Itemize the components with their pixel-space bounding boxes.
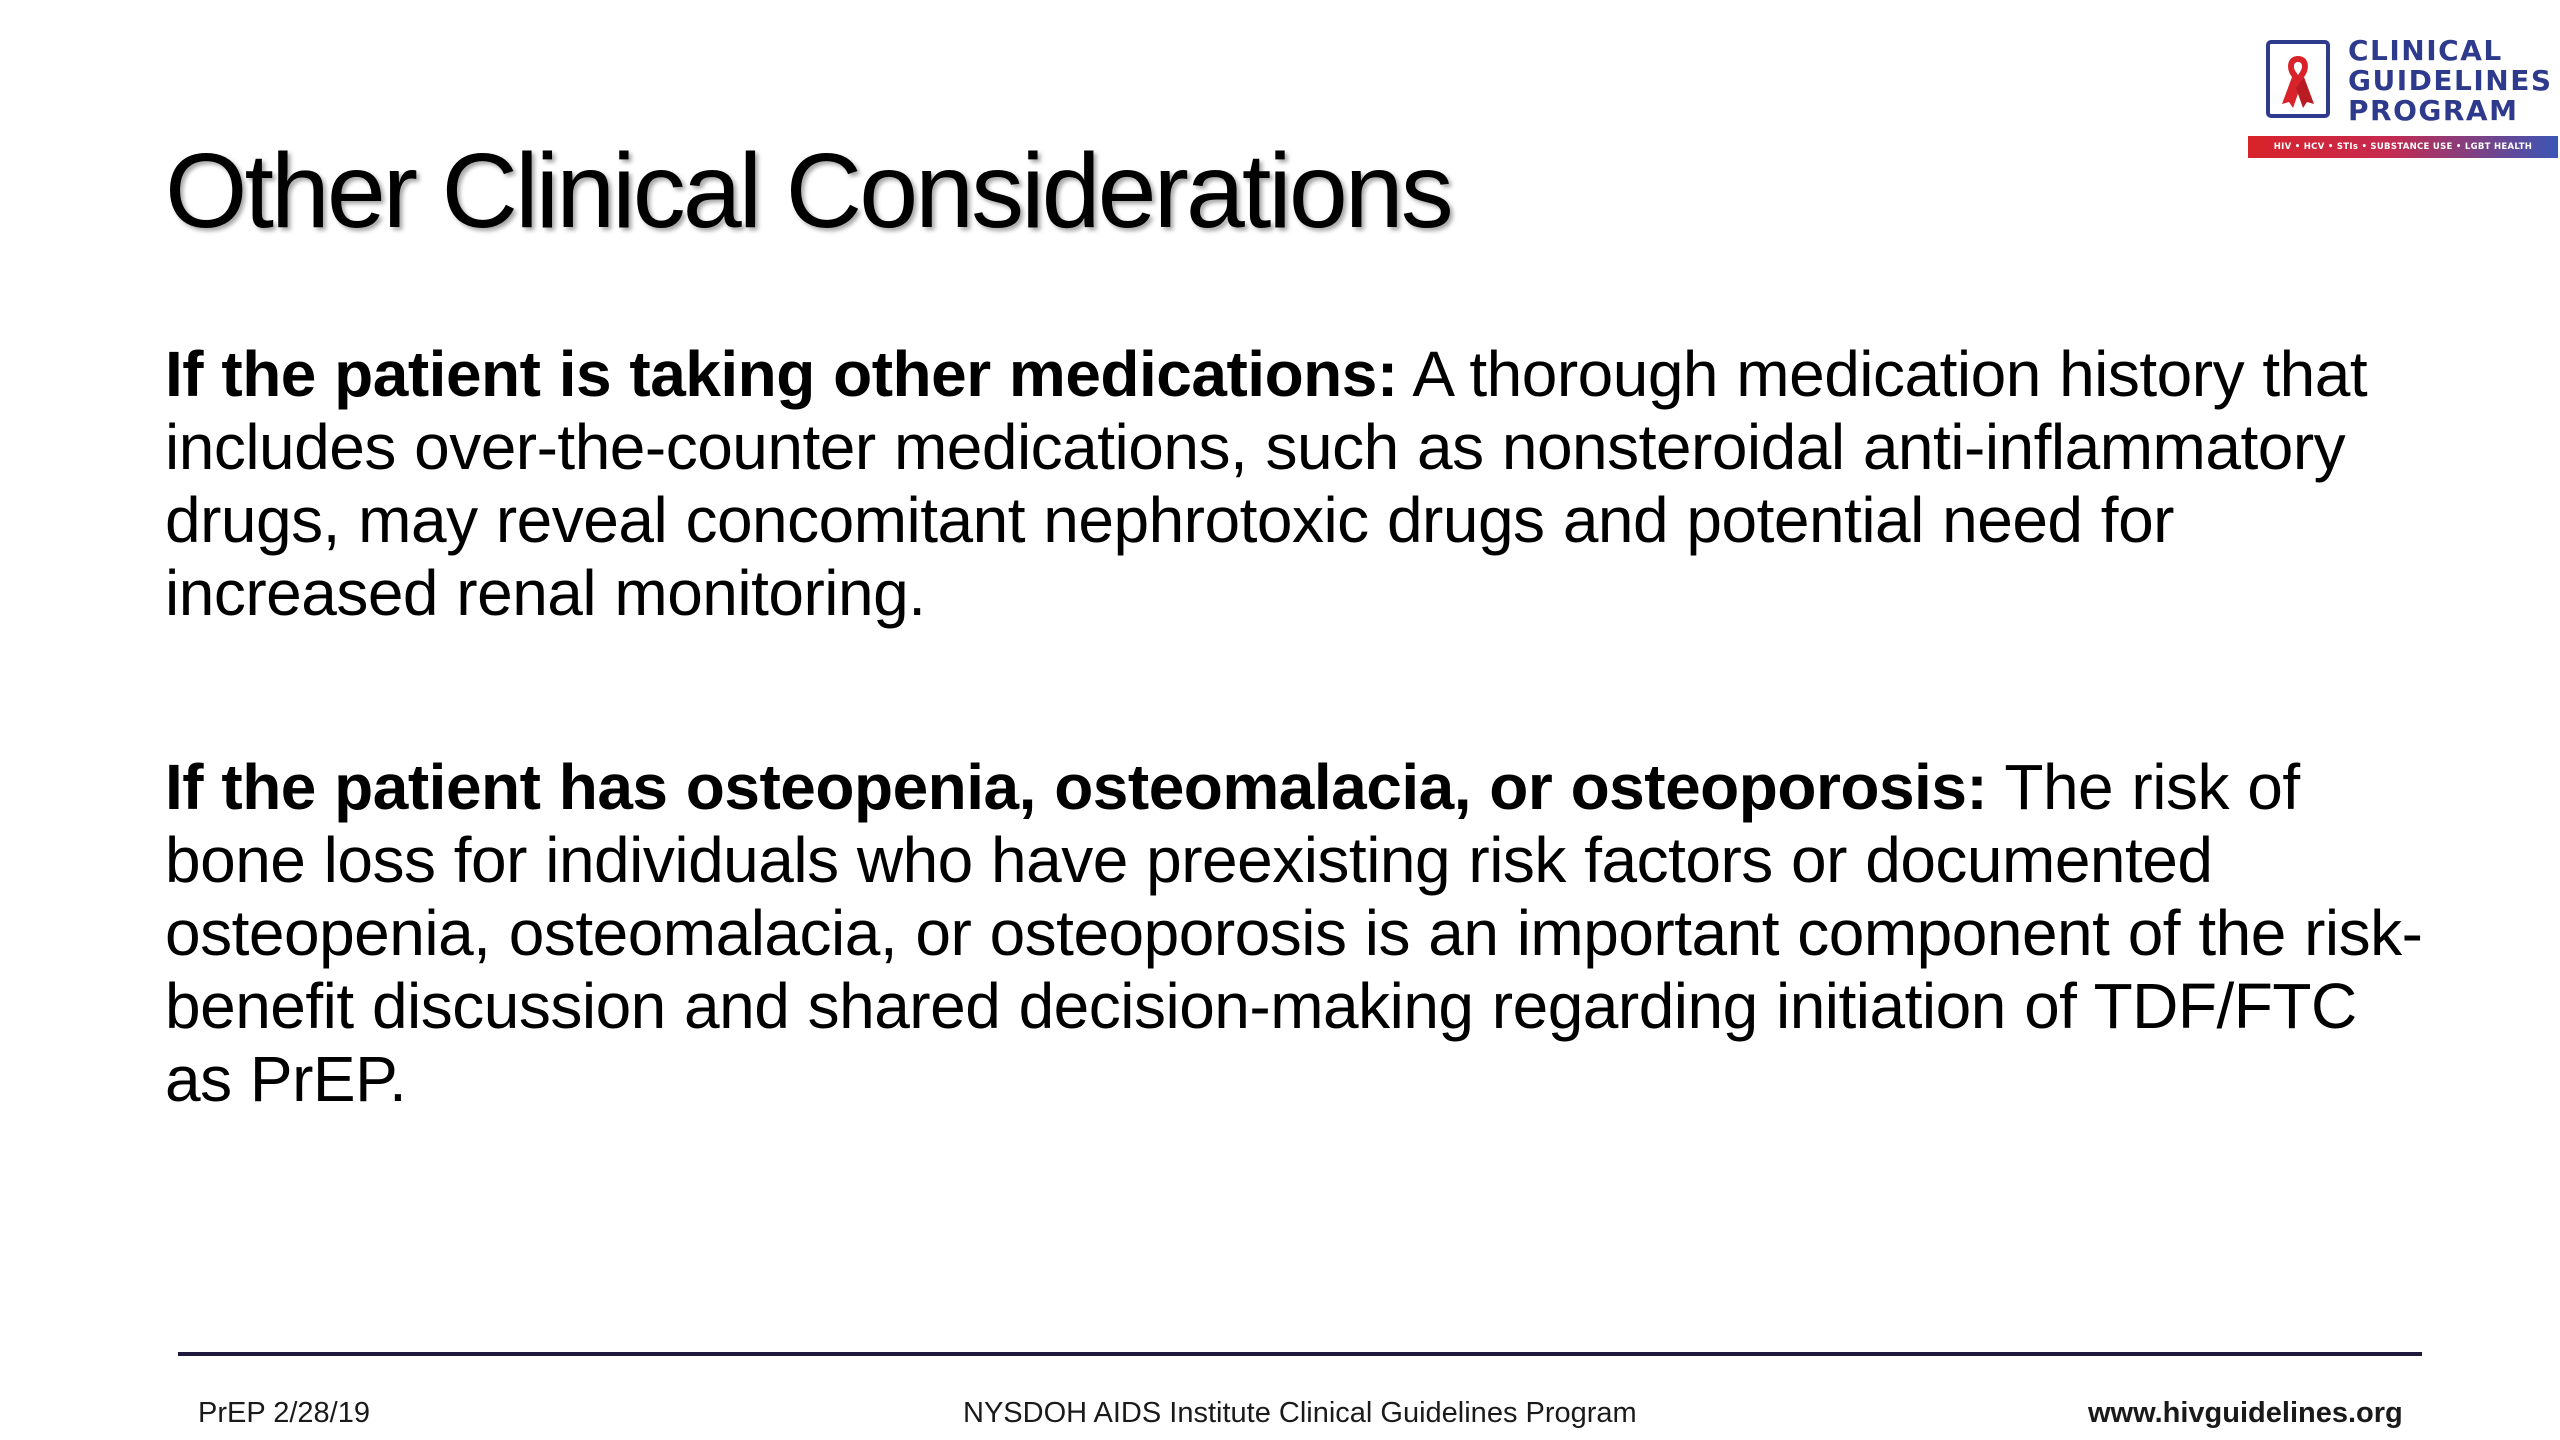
logo-line-1: CLINICAL — [2348, 34, 2503, 67]
footer-program-name: NYSDOH AIDS Institute Clinical Guidelines Program — [963, 1397, 1637, 1429]
logo-tagline: HIV • HCV • STIs • SUBSTANCE USE • LGBT HEALTH — [2248, 136, 2558, 158]
slide-body — [165, 338, 2425, 1116]
footer-date: PrEP 2/28/19 — [198, 1397, 370, 1429]
logo-line-2: GUIDELINES — [2348, 64, 2553, 97]
paragraph-body: A thorough medication history that includes over-the-counter medications, such as nonsteroidal anti-inflammatory drugs, may reveal concomitant nephrotoxic drugs and potential need for increased renal monitoring. — [165, 338, 2368, 629]
paragraph-body: The risk of bone loss for individuals who have preexisting risk factors or documented osteopenia, osteomalacia, or osteoporosis is an important component of the risk-benefit discussion and shared decision-making regarding initiation of TDF/FTC as PrEP. — [165, 751, 2423, 1115]
clinical-guidelines-program-logo — [2248, 36, 2558, 162]
logo-line-3: PROGRAM — [2348, 94, 2519, 127]
paragraph-bone-loss — [165, 751, 2425, 1116]
footer-divider — [178, 1352, 2422, 1356]
paragraph-lead: If the patient has osteopenia, osteomalacia, or osteoporosis: — [165, 751, 1988, 823]
slide-title: Other Clinical Considerations — [165, 132, 1451, 250]
logo-wordmark — [2348, 36, 2553, 126]
ribbon-icon — [2266, 40, 2330, 118]
footer-website: www.hivguidelines.org — [2088, 1397, 2403, 1429]
paragraph-other-medications — [165, 338, 2425, 630]
paragraph-lead: If the patient is taking other medications: — [165, 338, 1398, 410]
